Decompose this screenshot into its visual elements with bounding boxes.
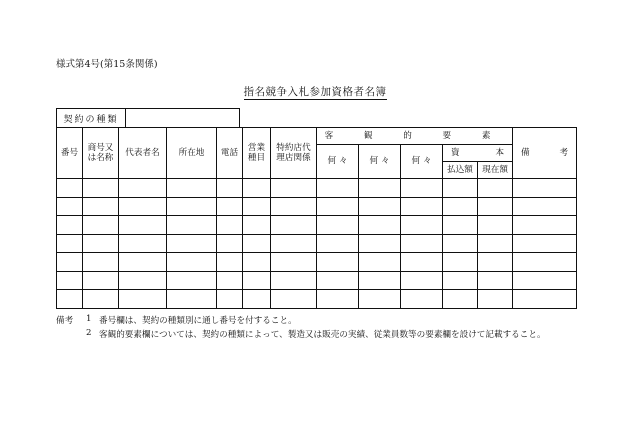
table-cell — [359, 253, 401, 272]
header-address: 所在地 — [167, 128, 217, 179]
table-cell — [119, 271, 167, 290]
table-cell — [119, 197, 167, 216]
table-cell — [401, 271, 443, 290]
table-cell — [119, 253, 167, 272]
table-cell — [359, 290, 401, 309]
table-cell — [217, 216, 243, 235]
table-cell — [119, 290, 167, 309]
table-cell — [478, 197, 513, 216]
table-cell — [217, 253, 243, 272]
table-cell — [119, 179, 167, 198]
table-cell — [271, 197, 317, 216]
table-cell — [243, 271, 271, 290]
table-cell — [243, 179, 271, 198]
header-remarks — [513, 128, 577, 179]
table-cell — [513, 179, 577, 198]
table-cell — [57, 253, 83, 272]
table-cell — [513, 271, 577, 290]
table-cell — [83, 253, 119, 272]
table-cell — [317, 271, 359, 290]
table-cell — [443, 197, 478, 216]
table-cell — [217, 290, 243, 309]
table-row — [57, 197, 577, 216]
table-cell — [443, 253, 478, 272]
table-cell — [478, 253, 513, 272]
table-row — [57, 216, 577, 235]
table-cell — [119, 216, 167, 235]
table-cell — [167, 197, 217, 216]
table-cell — [359, 216, 401, 235]
header-business-line1: 営業 — [247, 142, 266, 153]
table-cell — [167, 290, 217, 309]
table-cell — [478, 179, 513, 198]
table-cell — [317, 197, 359, 216]
table-cell — [57, 197, 83, 216]
table-cell — [57, 290, 83, 309]
table-cell — [217, 271, 243, 290]
header-row-1 — [57, 128, 577, 145]
table-cell — [167, 234, 217, 253]
table-row — [57, 253, 577, 272]
table-cell — [443, 234, 478, 253]
table-cell — [478, 234, 513, 253]
table-cell — [443, 271, 478, 290]
table-cell — [443, 290, 478, 309]
header-paid-in: 払込額 — [443, 162, 478, 179]
form-number-label: 様式第4号(第15条関係) — [56, 59, 158, 70]
table-cell — [83, 197, 119, 216]
table-cell — [57, 234, 83, 253]
header-agency — [271, 128, 317, 179]
header-number: 番号 — [57, 128, 83, 179]
table-cell — [401, 216, 443, 235]
table-cell — [317, 234, 359, 253]
header-current: 現在額 — [478, 162, 513, 179]
table-cell — [401, 234, 443, 253]
contract-type-label: 契約の種類 — [57, 109, 126, 127]
header-item-1: 何 々 — [317, 145, 359, 179]
header-capital-left: 資 — [451, 147, 460, 158]
header-remarks-left: 備 — [521, 147, 530, 158]
header-capital — [443, 145, 513, 162]
table-cell — [167, 271, 217, 290]
header-objective-factors: 客 観 的 要 素 — [317, 128, 513, 145]
note-1-text: 番号欄は、契約の種類別に通し番号を付すること。 — [99, 316, 297, 326]
table-cell — [271, 290, 317, 309]
table-cell — [359, 197, 401, 216]
table-cell — [271, 271, 317, 290]
table-cell — [271, 234, 317, 253]
table-cell — [317, 253, 359, 272]
table-cell — [271, 253, 317, 272]
header-item-2: 何 々 — [359, 145, 401, 179]
register-table — [56, 127, 577, 309]
table-cell — [317, 216, 359, 235]
table-cell — [57, 271, 83, 290]
table-cell — [83, 179, 119, 198]
header-trade-name — [83, 128, 119, 179]
header-agency-line2: 理店関係 — [276, 153, 311, 163]
notes-heading: 備考 — [56, 316, 74, 326]
note-1-number: 1 — [86, 314, 92, 324]
table-row — [57, 290, 577, 309]
header-representative: 代表者名 — [119, 128, 167, 179]
table-cell — [443, 179, 478, 198]
header-trade-name-line2: は名称 — [87, 153, 114, 163]
table-cell — [401, 290, 443, 309]
table-row — [57, 179, 577, 198]
table-cell — [243, 290, 271, 309]
header-business — [243, 128, 271, 179]
table-cell — [217, 197, 243, 216]
document-title — [0, 84, 630, 99]
header-capital-right: 本 — [495, 147, 505, 158]
table-cell — [478, 216, 513, 235]
table-cell — [271, 179, 317, 198]
table-cell — [243, 216, 271, 235]
header-remarks-right: 考 — [559, 147, 569, 158]
table-cell — [317, 179, 359, 198]
table-cell — [317, 290, 359, 309]
table-cell — [359, 271, 401, 290]
table-cell — [513, 253, 577, 272]
header-agency-line1: 特約店代 — [276, 142, 311, 153]
table-cell — [217, 234, 243, 253]
header-phone: 電話 — [217, 128, 243, 179]
table-cell — [167, 216, 217, 235]
table-cell — [83, 216, 119, 235]
note-2-number: 2 — [86, 328, 92, 338]
table-cell — [243, 253, 271, 272]
table-cell — [217, 179, 243, 198]
table-cell — [401, 197, 443, 216]
document-title-text: 指名競争入札参加資格者名簿 — [243, 86, 387, 98]
table-cell — [359, 179, 401, 198]
table-cell — [83, 271, 119, 290]
table-cell — [119, 234, 167, 253]
header-business-line2: 種目 — [247, 153, 266, 163]
table-cell — [401, 179, 443, 198]
table-cell — [513, 234, 577, 253]
table-row — [57, 271, 577, 290]
table-cell — [478, 290, 513, 309]
table-cell — [83, 290, 119, 309]
table-cell — [513, 216, 577, 235]
table-cell — [57, 179, 83, 198]
table-row — [57, 234, 577, 253]
note-2-text: 客観的要素欄については、契約の種類によって、製造又は販売の実績、従業員数等の要素欄を設けて記載すること。 — [99, 330, 546, 340]
header-trade-name-line1: 商号又 — [87, 142, 114, 153]
contract-type-box — [56, 108, 240, 128]
table-cell — [513, 290, 577, 309]
table-cell — [243, 197, 271, 216]
table-cell — [401, 253, 443, 272]
table-cell — [243, 234, 271, 253]
header-item-3: 何 々 — [401, 145, 443, 179]
table-cell — [167, 179, 217, 198]
table-cell — [167, 253, 217, 272]
table-cell — [443, 216, 478, 235]
table-cell — [57, 216, 83, 235]
table-cell — [271, 216, 317, 235]
table-cell — [513, 197, 577, 216]
table-cell — [83, 234, 119, 253]
table-cell — [359, 234, 401, 253]
table-cell — [478, 271, 513, 290]
